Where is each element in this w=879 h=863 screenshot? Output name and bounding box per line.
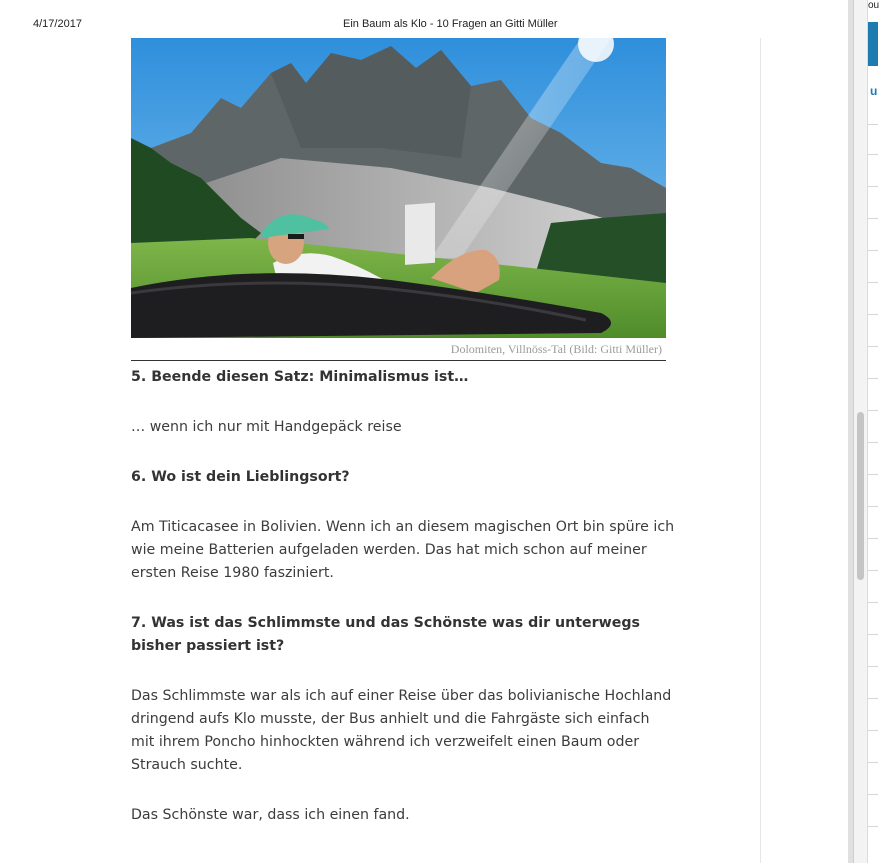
side-divider (868, 794, 878, 795)
hero-photo (131, 38, 666, 338)
article-body (131, 366, 676, 854)
print-page-title: Ein Baum als Klo - 10 Fragen an Gitti Müller (343, 18, 558, 30)
print-date: 4/17/2017 (33, 18, 82, 30)
side-divider (868, 698, 878, 699)
scrollbar-track[interactable] (854, 0, 868, 863)
answer-5: … wenn ich nur mit Handgepäck reise (131, 419, 402, 435)
side-divider (868, 186, 878, 187)
scrollbar-thumb[interactable] (857, 412, 864, 580)
side-divider (868, 666, 878, 667)
answer-7-paragraph-2: Das Schönste war, dass ich einen fand. (131, 807, 410, 823)
side-divider (868, 250, 878, 251)
question-5-heading: 5. Beende diesen Satz: Minimalismus ist… (131, 369, 469, 385)
page-edge-divider (760, 38, 761, 863)
answer-6: Am Titicacasee in Bolivien. Wenn ich an diesem magischen Ort bin spüre ich wie meine Batterien aufgeladen werden. Das hat mich schon auf meiner ersten Reise 1980 fasziniert. (131, 519, 675, 581)
side-divider (868, 474, 878, 475)
side-divider (868, 730, 878, 731)
image-caption: Dolomiten, Villnöss-Tal (Bild: Gitti Müller) (450, 342, 662, 356)
side-divider (868, 506, 878, 507)
side-divider (868, 538, 878, 539)
question-6-heading: 6. Wo ist dein Lieblingsort? (131, 469, 350, 485)
side-divider (868, 410, 878, 411)
answer-7-paragraph-1: Das Schlimmste war als ich auf einer Reise über das bolivianische Hochland dringend aufs Klo musste, der Bus anhielt und die Fahrgäste sich einfach mit ihrem Poncho hinhockten während ich verzweifelt einen Baum oder Strauch suchte. (131, 688, 672, 773)
side-panel-link-fragment[interactable]: u (870, 84, 878, 98)
side-divider (868, 282, 878, 283)
print-header (0, 0, 848, 38)
side-divider (868, 314, 878, 315)
side-panel-blue-tab[interactable] (868, 22, 878, 66)
side-divider (868, 570, 878, 571)
question-7-heading: 7. Was ist das Schlimmste und das Schönste was dir unterwegs bisher passiert ist? (131, 615, 640, 654)
side-divider (868, 602, 878, 603)
side-divider (868, 218, 878, 219)
side-divider (868, 634, 878, 635)
side-divider (868, 442, 878, 443)
image-caption-bar (131, 338, 666, 361)
side-divider (868, 378, 878, 379)
side-divider (868, 124, 878, 125)
side-panel (853, 0, 878, 863)
side-divider (868, 154, 878, 155)
side-divider (868, 346, 878, 347)
side-panel-text-fragment: ou (868, 0, 879, 11)
side-divider (868, 826, 878, 827)
side-divider (868, 762, 878, 763)
